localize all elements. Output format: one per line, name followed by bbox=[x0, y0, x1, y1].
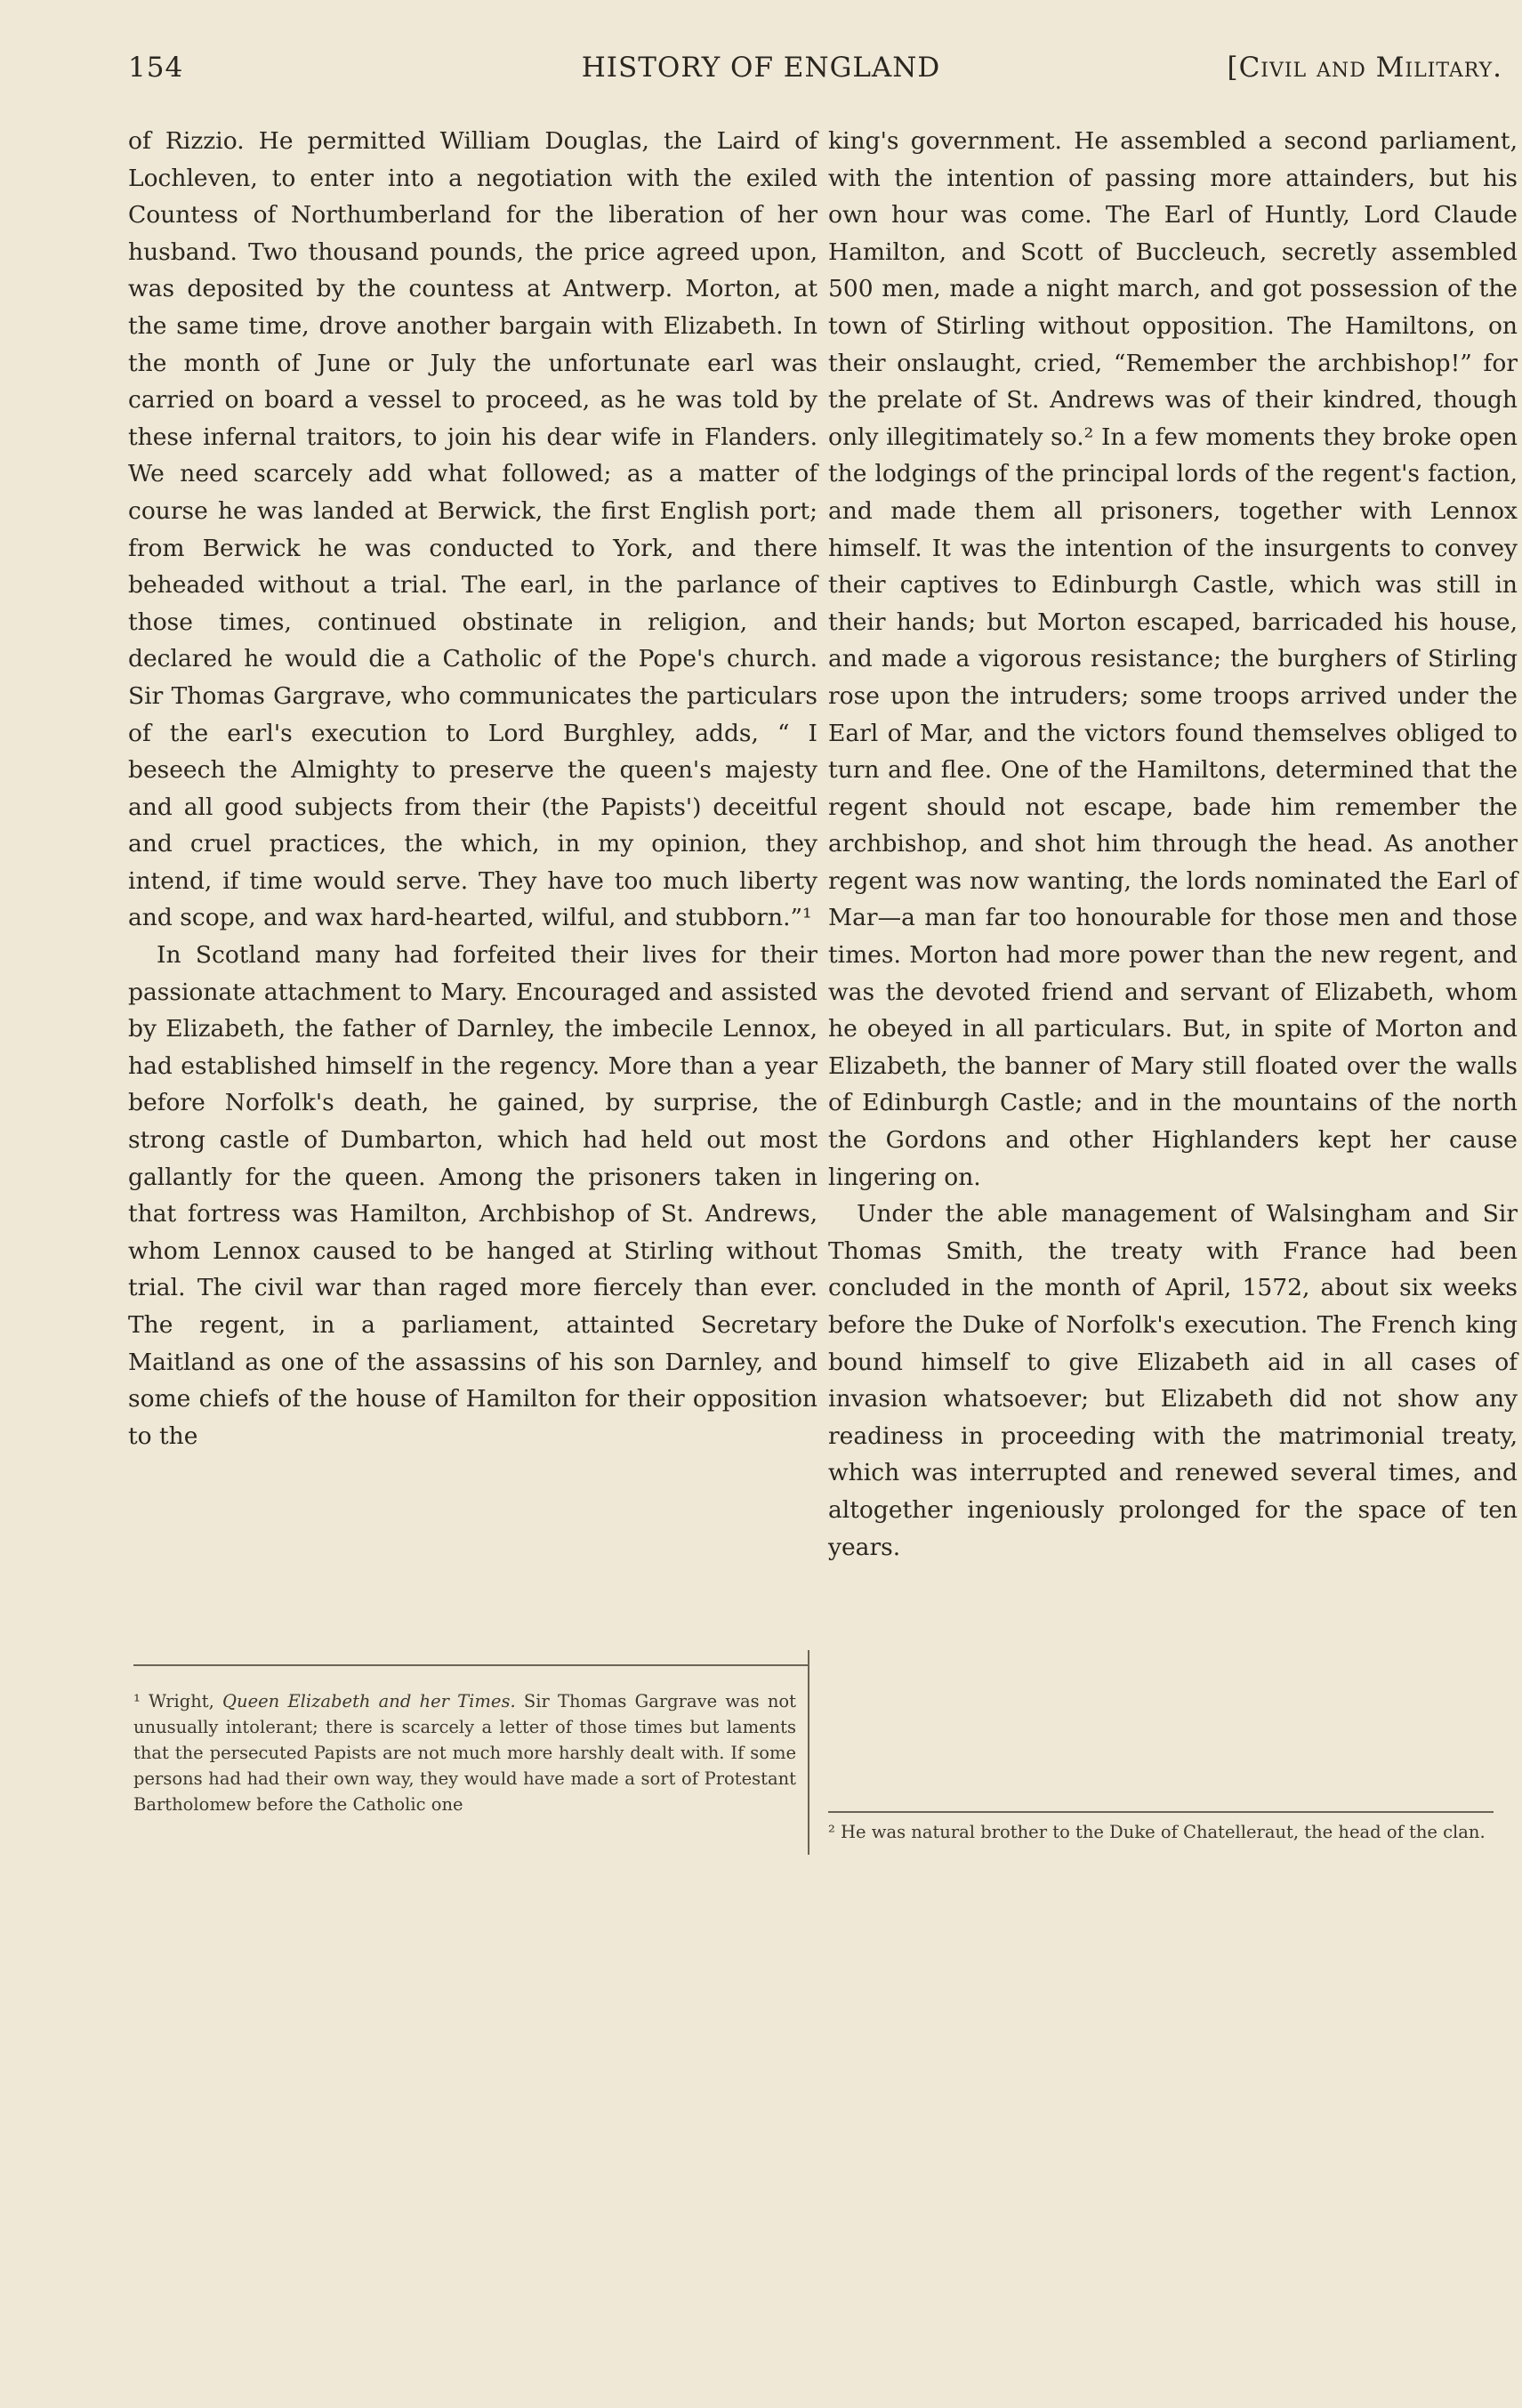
right-column bbox=[828, 123, 1518, 1566]
left-paragraph-2: In Scotland many had forfeited their lives for their passionate attachment to Mary. Encouraged and assisted by Elizabeth, the father of Darnley, the imbecile Lennox, had established himself in the regency. More than a year before Norfolk's death, he gained, by surprise, the strong castle of Dumbarton, which had held out most gallantly for the queen. Among the prisoners taken in that fortress was Hamilton, Archbishop of St. Andrews, whom Lennox caused to be hanged at Stirling without trial. The civil war than raged more fiercely than ever. The regent, in a parliament, attainted Secretary Maitland as one of the assassins of his son Darnley, and some chiefs of the house of Hamilton for their opposition to the bbox=[128, 941, 817, 1450]
footnote-divider-right bbox=[828, 1811, 1494, 1813]
running-title: HISTORY OF ENGLAND bbox=[581, 52, 941, 84]
footnote-1-marker: ¹ Wright, bbox=[133, 1691, 223, 1711]
footnote-divider-left bbox=[133, 1664, 809, 1666]
footnote-1-title: Queen Elizabeth and her Times. bbox=[222, 1691, 516, 1711]
footnote-1-text: Sir Thomas Gargrave was not unusually intolerant; there is scarcely a letter of those times but laments that the persecuted Papists are not much more harshly dealt with. If some persons had had their own way, they would have made a sort of Protestant Bartholomew before the Catholic one bbox=[133, 1691, 797, 1815]
column-divider bbox=[808, 1650, 809, 1855]
left-column bbox=[128, 123, 817, 1454]
section-label: [Civil and Military. bbox=[1227, 52, 1502, 84]
left-paragraph-1: of Rizzio. He permitted William Douglas, the Laird of Lochleven, to enter into a negotiation with the exiled Countess of Northumberland for the liberation of her husband. Two thousand pounds, the price agreed upon, was deposited by the countess at Antwerp. Morton, at the same time, drove another bargain with Elizabeth. In the month of June or July the unfortunate earl was carried on board a vessel to proceed, as he was told by these infernal traitors, to join his dear wife in Flanders. We need scarcely add what followed; as a matter of course he was landed at Berwick, the first English port; from Berwick he was conducted to York, and there beheaded without a trial. The earl, in the parlance of those times, continued obstinate in religion, and declared he would die a Catholic of the Pope's church. Sir Thomas Gargrave, who communicates the particulars of the earl's execution to Lord Burghley, adds, “ I beseech the Almighty to preserve the queen's majesty and all good subjects from their (the Papists') deceitful and cruel practices, the which, in my opinion, they intend, if time would serve. They have too much liberty and scope, and wax hard-hearted, wilful, and stubborn.”¹ bbox=[128, 127, 817, 932]
right-paragraph-1: king's government. He assembled a second parliament, with the intention of passing more attainders, but his own hour was come. The Earl of Huntly, Lord Claude Hamilton, and Scott of Buccleuch, secretly assembled 500 men, made a night march, and got possession of the town of Stirling without opposition. The Hamiltons, on their onslaught, cried, “Remember the archbishop!” for the prelate of St. Andrews was of their kindred, though only illegitimately so.² In a few moments they broke open the lodgings of the principal lords of the regent's faction, and made them all prisoners, together with Lennox himself. It was the intention of the insurgents to convey their captives to Edinburgh Castle, which was still in their hands; but Morton escaped, barricaded his house, and made a vigorous resistance; the burghers of Stirling rose upon the intruders; some troops arrived under the Earl of Mar, and the victors found themselves obliged to turn and flee. One of the Hamiltons, determined that the regent should not escape, bade him remember the archbishop, and shot him through the head. As another regent was now wanting, the lords nominated the Earl of Mar—a man far too honourable for those men and those times. Morton had more power than the new regent, and was the devoted friend and servant of Elizabeth, whom he obeyed in all particulars. But, in spite of Morton and Elizabeth, the banner of Mary still floated over the walls of Edinburgh Castle; and in the mountains of the north the Gordons and other Highlanders kept her cause lingering on. bbox=[828, 127, 1518, 1191]
footnote-1 bbox=[133, 1688, 796, 1817]
right-paragraph-2: Under the able management of Walsingham and Sir Thomas Smith, the treaty with France had been concluded in the month of April, 1572, about six weeks before the Duke of Norfolk's execution. The French king bound himself to give Elizabeth aid in all cases of invasion whatsoever; but Elizabeth did not show any readiness in proceeding with the matrimonial treaty, which was interrupted and renewed several times, and altogether ingeniously prolonged for the space of ten years. bbox=[828, 1200, 1518, 1561]
footnote-2: ² He was natural brother to the Duke of Chatelleraut, the head of the clan. bbox=[828, 1822, 1486, 1842]
page-number: 154 bbox=[128, 52, 184, 84]
page-header bbox=[0, 52, 1522, 96]
